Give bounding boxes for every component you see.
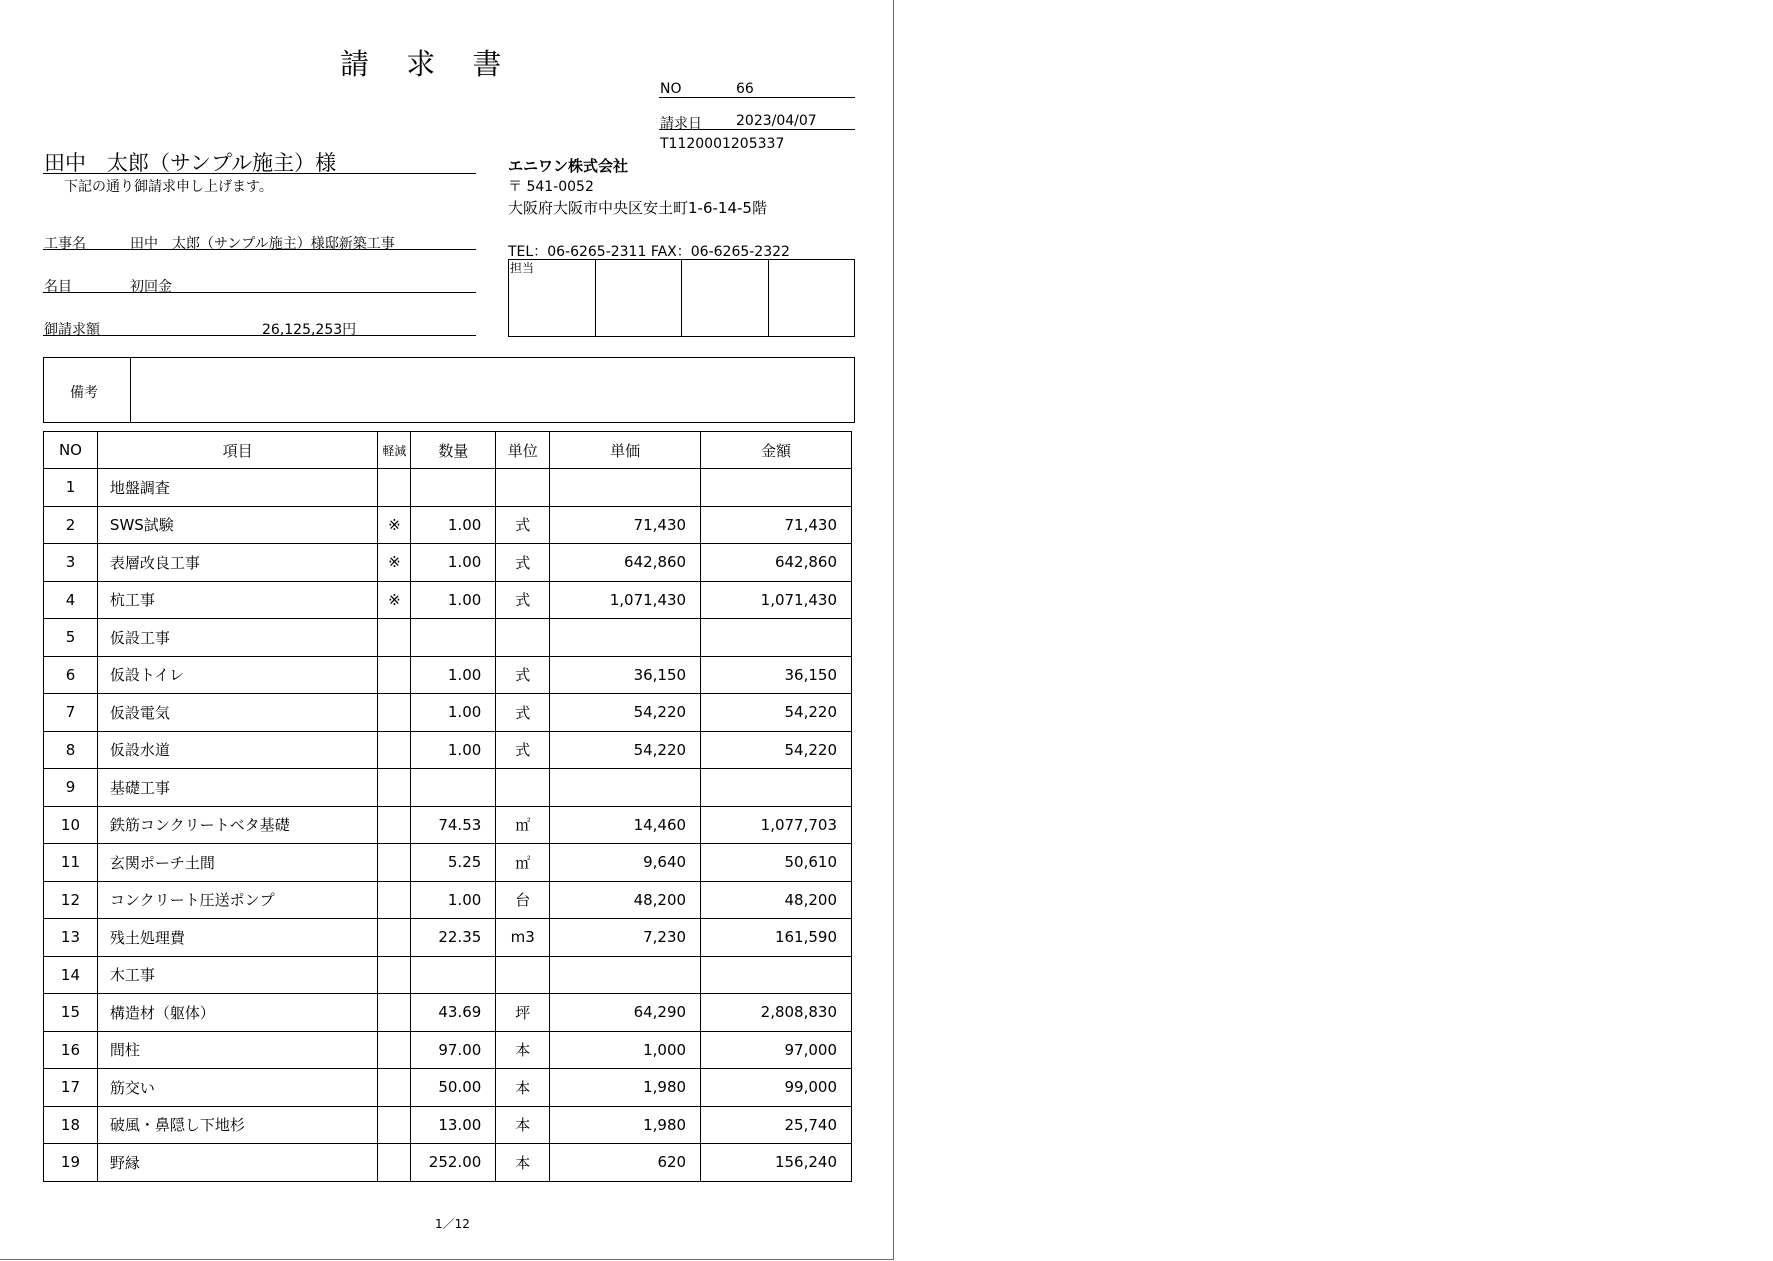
row-reduced-mark xyxy=(378,656,411,694)
row-qty xyxy=(411,956,496,994)
table-row xyxy=(44,1031,852,1069)
row-amount xyxy=(701,469,852,507)
amount-label: 御請求額 xyxy=(44,322,100,338)
row-amount: 48,200 xyxy=(701,881,852,919)
row-qty: 50.00 xyxy=(411,1069,496,1107)
row-price: 64,290 xyxy=(550,994,701,1032)
row-price xyxy=(550,469,701,507)
row-reduced-mark: ※ xyxy=(378,544,411,582)
row-unit xyxy=(496,619,550,657)
row-no: 17 xyxy=(44,1069,98,1107)
header-item: 項目 xyxy=(97,432,377,469)
row-no: 18 xyxy=(44,1106,98,1144)
row-reduced-mark: ※ xyxy=(378,581,411,619)
row-item: 玄関ポーチ土間 xyxy=(97,844,377,882)
row-reduced-mark xyxy=(378,806,411,844)
row-unit: m3 xyxy=(496,919,550,957)
header-unit: 単位 xyxy=(496,432,550,469)
no-value: 66 xyxy=(736,81,754,97)
table-row xyxy=(44,581,852,619)
remarks-label: 備考 xyxy=(70,385,98,401)
row-no: 19 xyxy=(44,1144,98,1182)
row-no: 13 xyxy=(44,919,98,957)
row-item: 基礎工事 xyxy=(97,769,377,807)
row-item: 間柱 xyxy=(97,1031,377,1069)
row-qty: 1.00 xyxy=(411,656,496,694)
row-unit: 坪 xyxy=(496,994,550,1032)
header-price: 単価 xyxy=(550,432,701,469)
row-unit: 本 xyxy=(496,1144,550,1182)
no-underline xyxy=(659,97,855,98)
row-no: 10 xyxy=(44,806,98,844)
row-item: 仮設工事 xyxy=(97,619,377,657)
page-indicator: 1／12 xyxy=(435,1217,470,1231)
row-reduced-mark xyxy=(378,1106,411,1144)
row-qty: 1.00 xyxy=(411,881,496,919)
row-item: 筋交い xyxy=(97,1069,377,1107)
row-qty: 13.00 xyxy=(411,1106,496,1144)
customer-name: 田中 太郎（サンプル施主）様 xyxy=(44,151,337,175)
invoice-title: 請 求 書 xyxy=(340,47,516,81)
row-no: 4 xyxy=(44,581,98,619)
row-amount: 97,000 xyxy=(701,1031,852,1069)
no-label: NO xyxy=(660,81,682,97)
row-unit: 本 xyxy=(496,1106,550,1144)
tanto-label: 担当 xyxy=(510,261,535,275)
row-price: 642,860 xyxy=(550,544,701,582)
tanto-divider xyxy=(595,259,596,337)
row-price: 71,430 xyxy=(550,506,701,544)
row-price: 36,150 xyxy=(550,656,701,694)
row-price xyxy=(550,956,701,994)
header-amount: 金額 xyxy=(701,432,852,469)
row-item: 表層改良工事 xyxy=(97,544,377,582)
row-amount: 1,077,703 xyxy=(701,806,852,844)
row-item: 野縁 xyxy=(97,1144,377,1182)
row-price: 54,220 xyxy=(550,731,701,769)
table-row xyxy=(44,994,852,1032)
row-amount: 71,430 xyxy=(701,506,852,544)
table-row xyxy=(44,1144,852,1182)
date-underline xyxy=(659,129,855,130)
row-item: 地盤調査 xyxy=(97,469,377,507)
project-label: 工事名 xyxy=(44,236,86,252)
tanto-divider xyxy=(681,259,682,337)
row-item: 構造材（躯体） xyxy=(97,994,377,1032)
row-no: 15 xyxy=(44,994,98,1032)
table-row xyxy=(44,769,852,807)
row-unit xyxy=(496,469,550,507)
row-qty: 1.00 xyxy=(411,506,496,544)
row-qty xyxy=(411,469,496,507)
table-row xyxy=(44,1106,852,1144)
row-reduced-mark xyxy=(378,994,411,1032)
row-reduced-mark: ※ xyxy=(378,506,411,544)
table-header-row xyxy=(44,432,852,469)
row-item: 仮設トイレ xyxy=(97,656,377,694)
row-qty: 1.00 xyxy=(411,544,496,582)
row-reduced-mark xyxy=(378,956,411,994)
header-no: NO xyxy=(44,432,98,469)
row-price: 7,230 xyxy=(550,919,701,957)
row-reduced-mark xyxy=(378,844,411,882)
project-value: 田中 太郎（サンプル施主）様邸新築工事 xyxy=(130,236,395,252)
table-row xyxy=(44,806,852,844)
table-row xyxy=(44,619,852,657)
row-amount: 25,740 xyxy=(701,1106,852,1144)
row-price: 620 xyxy=(550,1144,701,1182)
row-amount: 54,220 xyxy=(701,731,852,769)
date-value: 2023/04/07 xyxy=(736,113,817,129)
row-price: 9,640 xyxy=(550,844,701,882)
row-qty: 1.00 xyxy=(411,694,496,732)
table-row xyxy=(44,544,852,582)
date-label: 請求日 xyxy=(660,116,702,132)
table-row xyxy=(44,656,852,694)
row-unit: 式 xyxy=(496,544,550,582)
row-amount xyxy=(701,769,852,807)
row-item: 木工事 xyxy=(97,956,377,994)
row-reduced-mark xyxy=(378,469,411,507)
row-amount: 156,240 xyxy=(701,1144,852,1182)
item-value: 初回金 xyxy=(130,279,172,295)
row-item: SWS試験 xyxy=(97,506,377,544)
row-amount: 36,150 xyxy=(701,656,852,694)
table-row xyxy=(44,694,852,732)
items-table xyxy=(43,431,852,1182)
row-amount: 642,860 xyxy=(701,544,852,582)
row-qty: 252.00 xyxy=(411,1144,496,1182)
row-price: 1,071,430 xyxy=(550,581,701,619)
header-reduced: 軽減 xyxy=(378,432,411,469)
row-reduced-mark xyxy=(378,1069,411,1107)
remarks-divider xyxy=(130,357,131,423)
row-item: 残土処理費 xyxy=(97,919,377,957)
row-amount xyxy=(701,619,852,657)
row-no: 6 xyxy=(44,656,98,694)
row-no: 16 xyxy=(44,1031,98,1069)
row-reduced-mark xyxy=(378,694,411,732)
amount-underline xyxy=(43,335,476,336)
row-price: 1,980 xyxy=(550,1106,701,1144)
postal-code: 〒 541-0052 xyxy=(508,179,594,195)
row-qty: 43.69 xyxy=(411,994,496,1032)
items-table-body xyxy=(44,469,852,1182)
row-no: 2 xyxy=(44,506,98,544)
project-underline xyxy=(43,249,476,250)
table-row xyxy=(44,469,852,507)
row-unit: 本 xyxy=(496,1069,550,1107)
row-amount: 50,610 xyxy=(701,844,852,882)
row-price: 14,460 xyxy=(550,806,701,844)
row-item: 鉄筋コンクリートベタ基礎 xyxy=(97,806,377,844)
row-item: 仮設水道 xyxy=(97,731,377,769)
row-no: 8 xyxy=(44,731,98,769)
row-no: 7 xyxy=(44,694,98,732)
row-item: コンクリート圧送ポンプ xyxy=(97,881,377,919)
row-amount: 54,220 xyxy=(701,694,852,732)
header-qty: 数量 xyxy=(411,432,496,469)
row-amount: 1,071,430 xyxy=(701,581,852,619)
greeting-text: 下記の通り御請求申し上げます。 xyxy=(64,179,273,195)
row-unit: ㎡ xyxy=(496,806,550,844)
customer-underline xyxy=(43,173,476,174)
table-row xyxy=(44,881,852,919)
item-underline xyxy=(43,292,476,293)
row-price xyxy=(550,619,701,657)
row-no: 9 xyxy=(44,769,98,807)
row-unit: 式 xyxy=(496,656,550,694)
row-qty: 1.00 xyxy=(411,581,496,619)
row-price: 1,980 xyxy=(550,1069,701,1107)
row-amount: 99,000 xyxy=(701,1069,852,1107)
row-item: 仮設電気 xyxy=(97,694,377,732)
row-qty: 1.00 xyxy=(411,731,496,769)
item-label: 名目 xyxy=(44,279,72,295)
row-item: 破風・鼻隠し下地杉 xyxy=(97,1106,377,1144)
table-row xyxy=(44,844,852,882)
row-no: 12 xyxy=(44,881,98,919)
row-qty xyxy=(411,619,496,657)
row-no: 11 xyxy=(44,844,98,882)
company-name: エニワン株式会社 xyxy=(508,157,629,175)
table-row xyxy=(44,731,852,769)
row-qty: 74.53 xyxy=(411,806,496,844)
company-address: 大阪府大阪市中央区安土町1-6-14-5階 xyxy=(508,199,767,217)
table-row xyxy=(44,919,852,957)
amount-value: 26,125,253円 xyxy=(262,322,357,338)
registration-number: T1120001205337 xyxy=(660,136,785,152)
row-amount: 2,808,830 xyxy=(701,994,852,1032)
row-unit: 本 xyxy=(496,1031,550,1069)
row-reduced-mark xyxy=(378,619,411,657)
row-reduced-mark xyxy=(378,919,411,957)
table-row xyxy=(44,506,852,544)
row-price: 54,220 xyxy=(550,694,701,732)
row-reduced-mark xyxy=(378,881,411,919)
row-unit: 台 xyxy=(496,881,550,919)
row-qty: 22.35 xyxy=(411,919,496,957)
row-unit: 式 xyxy=(496,731,550,769)
row-reduced-mark xyxy=(378,769,411,807)
row-unit: 式 xyxy=(496,581,550,619)
row-unit: 式 xyxy=(496,694,550,732)
row-amount: 161,590 xyxy=(701,919,852,957)
table-row xyxy=(44,956,852,994)
row-price: 48,200 xyxy=(550,881,701,919)
row-no: 14 xyxy=(44,956,98,994)
row-qty: 97.00 xyxy=(411,1031,496,1069)
tanto-divider xyxy=(768,259,769,337)
row-reduced-mark xyxy=(378,731,411,769)
row-unit xyxy=(496,956,550,994)
tel-fax: TEL：06-6265-2311 FAX：06-6265-2322 xyxy=(508,244,790,260)
row-unit: ㎡ xyxy=(496,844,550,882)
row-price xyxy=(550,769,701,807)
table-row xyxy=(44,1069,852,1107)
row-no: 5 xyxy=(44,619,98,657)
row-qty xyxy=(411,769,496,807)
row-item: 杭工事 xyxy=(97,581,377,619)
row-reduced-mark xyxy=(378,1144,411,1182)
row-amount xyxy=(701,956,852,994)
row-no: 3 xyxy=(44,544,98,582)
row-unit xyxy=(496,769,550,807)
row-reduced-mark xyxy=(378,1031,411,1069)
row-unit: 式 xyxy=(496,506,550,544)
remarks-box xyxy=(43,357,855,423)
row-qty: 5.25 xyxy=(411,844,496,882)
row-no: 1 xyxy=(44,469,98,507)
row-price: 1,000 xyxy=(550,1031,701,1069)
